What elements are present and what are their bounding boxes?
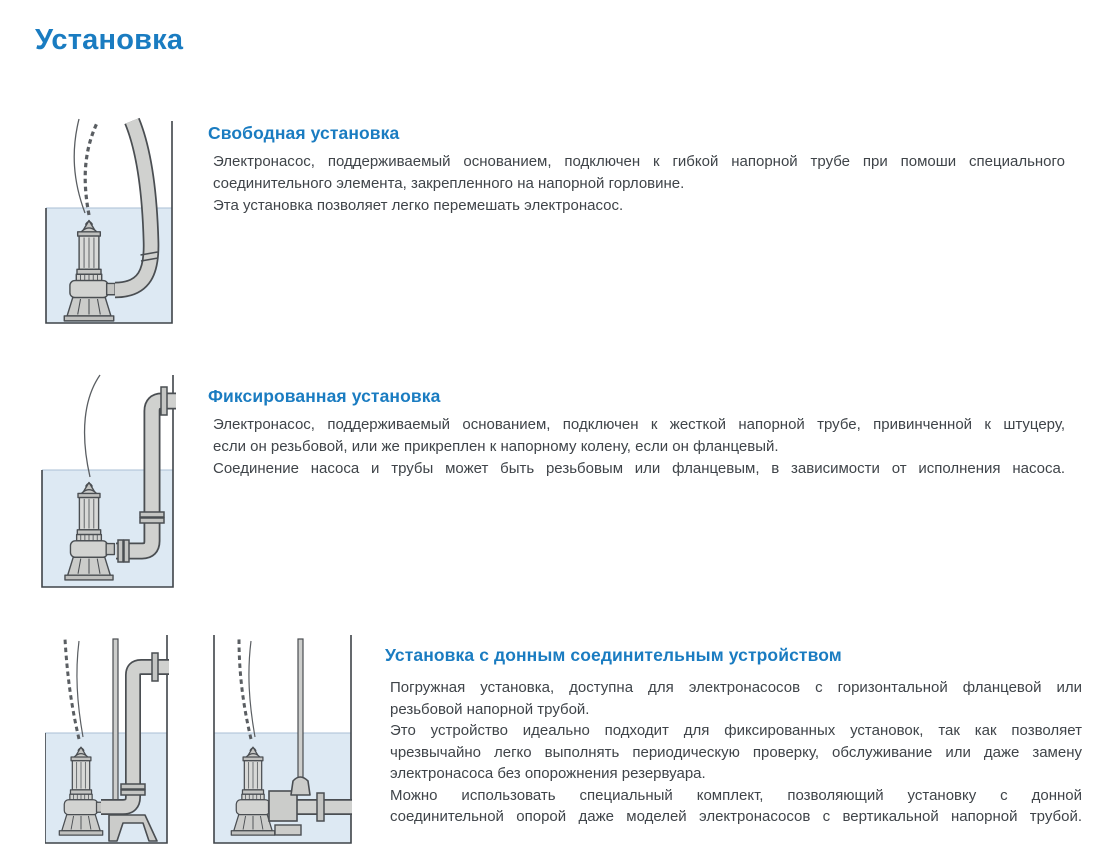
text-line: электронасоса без опорожнения резервуара. bbox=[390, 765, 706, 782]
pump-bottom-coupling-horizontal-pipe-illustration bbox=[213, 633, 352, 845]
power-cable bbox=[77, 641, 83, 737]
page-title: Установка bbox=[35, 24, 184, 56]
lifting-chain bbox=[85, 123, 97, 215]
bottom-coupling-vertical-figure bbox=[45, 633, 172, 845]
fixed-installation-paragraph bbox=[213, 414, 1065, 480]
text-line: соединительной опорой даже моделей электронасосов с вертикальной напорной трубой. bbox=[390, 808, 1082, 825]
guide-rod bbox=[298, 639, 303, 791]
free-installation-figure bbox=[45, 113, 175, 325]
pump-flange bbox=[118, 540, 123, 562]
text-line: Эта установка позволяет легко перемешать электронасос. bbox=[213, 197, 624, 214]
text-line: Соединение насоса и трубы может быть резьбовым или фланцевым, в зависимости от исполнения насоса. bbox=[213, 460, 1065, 477]
text-line: резьбовой напорной трубой. bbox=[390, 700, 590, 718]
power-cable bbox=[85, 375, 100, 477]
fixed-installation-figure bbox=[40, 373, 176, 589]
pump-rigid-pipe-illustration bbox=[40, 373, 176, 589]
power-cable bbox=[249, 641, 255, 737]
free-installation-paragraph bbox=[213, 151, 1065, 217]
text-line: Электронасос, поддерживаемый основанием, подключен к жесткой напорной трубе, привинченной к штуцеру, bbox=[213, 416, 1065, 433]
pipe-flange bbox=[152, 653, 158, 681]
text-line: чрезвычайно легко выполнять периодическую проверку, обслуживание или даже замену bbox=[390, 743, 1082, 761]
text-line: Это устройство идеально подходит для фиксированных установок, так как позволяет bbox=[390, 722, 1082, 739]
text-line: Электронасос, поддерживаемый основанием, подключен к гибкой напорной трубе при помоши специального bbox=[213, 153, 1065, 170]
pipe-flange bbox=[317, 793, 324, 821]
pump-bottom-coupling-vertical-pipe-illustration bbox=[45, 633, 172, 845]
section-heading-fixed-installation: Фиксированная установка bbox=[208, 386, 441, 406]
bottom-coupling-horizontal-figure bbox=[213, 633, 352, 845]
guide-rod bbox=[113, 639, 118, 809]
text-line: соединительного элемента, закрепленного на напорной горловине. bbox=[213, 175, 685, 192]
section-heading-free-installation: Свободная установка bbox=[208, 123, 400, 143]
text-line: Можно использовать специальный комплект, позволяющий установку с донной bbox=[390, 786, 1082, 804]
text-line: если он резьбовой, или же прикреплен к напорному колену, если он фланцевый. bbox=[213, 438, 779, 455]
power-cable bbox=[74, 119, 85, 213]
text-line: Погружная установка, доступна для электронасосов с горизонтальной фланцевой или bbox=[390, 679, 1082, 696]
pump-flexible-hose-illustration bbox=[45, 113, 175, 325]
section-heading-bottom-coupling: Установка с донным соединительным устройством bbox=[385, 645, 842, 665]
pipe-flange bbox=[161, 387, 167, 415]
bottom-coupling-paragraph bbox=[390, 677, 1082, 828]
